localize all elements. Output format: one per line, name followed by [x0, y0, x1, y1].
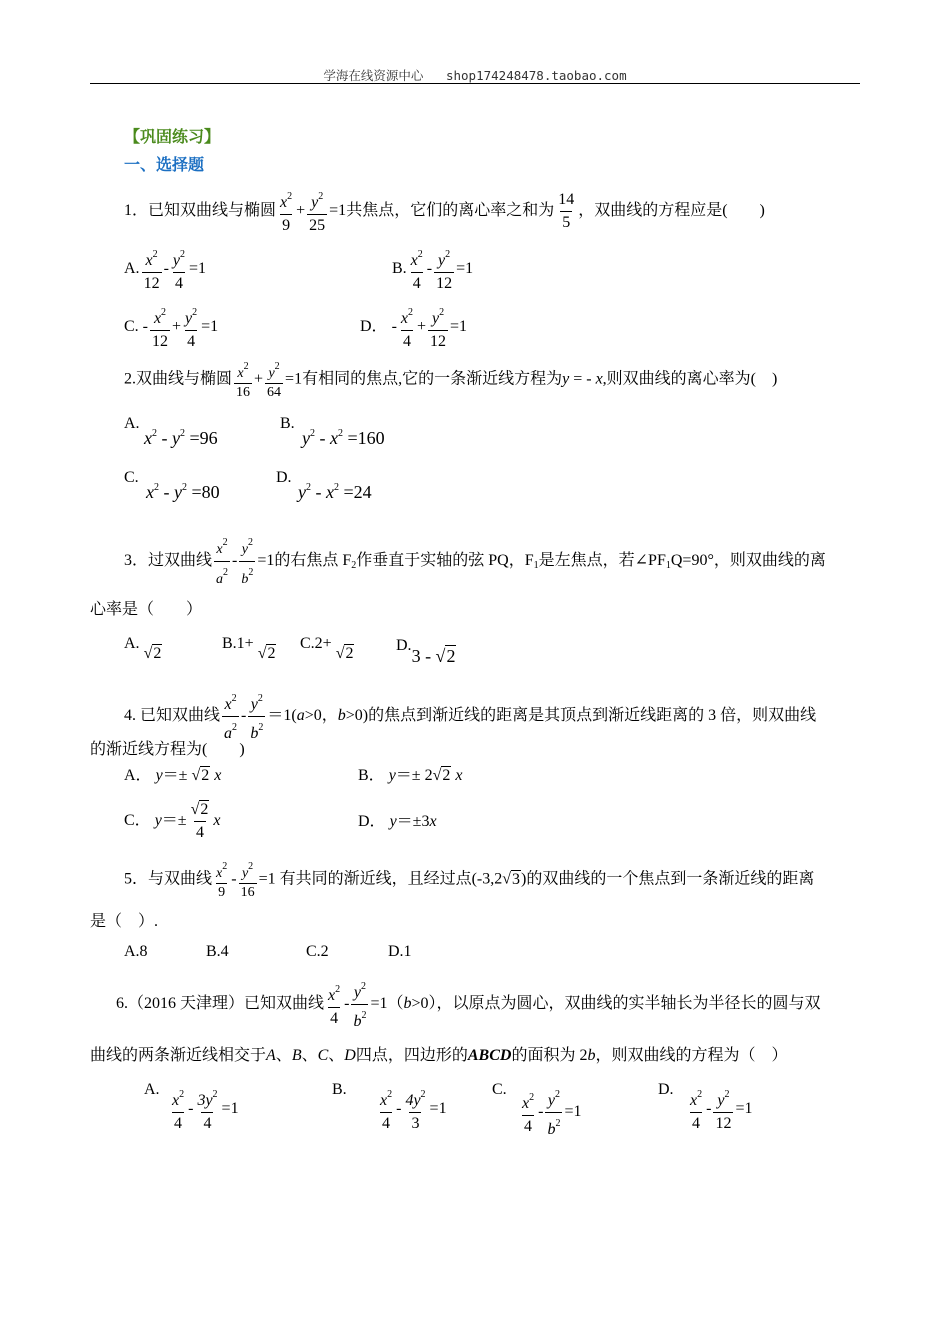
question-2: 2.双曲线与椭圆 $\frac{x^2}{16}$ + $\frac{y^2}{64}$ =1有相同的焦点,它的一条渐近线方程为y = - x,则双曲线的离心率为( ) — [124, 361, 778, 400]
q1-option-c[interactable]: C. - $\frac{x^2}{12}$ + $\frac{y^2}{4}$ =1 — [124, 302, 218, 353]
section-title: 【巩固练习】 — [124, 129, 221, 146]
q3-line2: 心率是（ ） — [90, 601, 203, 618]
header-rule — [90, 83, 860, 84]
q6-option-d-eq: $\frac{x^2}{4}$ - $\frac{y^2}{12}$ =1 — [686, 1084, 752, 1135]
q1-text-mid: 共焦点，它们的离心率之和为 — [346, 202, 555, 220]
q1-option-d[interactable]: D． - $\frac{x^2}{4}$ + $\frac{y^2}{12}$ =1 — [360, 302, 467, 353]
q6-option-c-eq: $\frac{x^2}{4}$ - $\frac{y^2}{b^2}$ =1 — [518, 1084, 581, 1141]
header-site-url: shop174248478.taobao.com — [445, 68, 627, 83]
q6-line2: 曲线的两条渐近线相交于A、B、C、D四点，四边形的ABCD的面积为 2b，则双曲线的方程为（ ） — [90, 1047, 788, 1064]
q4-option-a[interactable]: A． y＝± √2 x — [124, 767, 222, 784]
q1-option-b[interactable]: B. $\frac{x^2}{4}$ - $\frac{y^2}{12}$ =1 — [392, 244, 473, 295]
q2-option-c-eq: $x^2 - y^2 =80$ — [146, 482, 220, 502]
q4-option-d[interactable]: D． y＝±3x — [358, 813, 437, 830]
q3-option-b[interactable]: B.1+ √2 — [222, 635, 276, 662]
q3-option-d[interactable]: D.3 - √2 — [396, 637, 456, 666]
q1-frac-y: $\frac{y^2}{25}$ — [307, 186, 327, 237]
q5-option-b[interactable]: B.4 — [206, 943, 229, 960]
question-6: 6.（2016 天津理）已知双曲线 $\frac{x^2}{4}$ - $\frac{y^2}{b^2}$ =1（b>0），以原点为圆心，双曲线的实半轴长为半径长的圆与双 — [116, 976, 821, 1033]
header-site-name: 学海在线资源中心 — [323, 68, 424, 83]
question-1: 1．已知双曲线与椭圆 $\frac{x^2}{9}$ + $\frac{y^2}{25}$ =1共焦点，它们的离心率之和为 $\frac{14}{5}$ ，双曲线的方程应是( ) — [124, 186, 765, 237]
q2-option-c[interactable]: C. — [124, 469, 139, 486]
question-5: 5．与双曲线 $\frac{x^2}{9}$ - $\frac{y^2}{16}$ =1 有共同的渐近线，且经过点(-3,2√3)的双曲线的一个焦点到一条渐近线的距离 — [124, 861, 815, 900]
page-header — [90, 66, 860, 84]
q3-option-c[interactable]: C.2+ √2 — [300, 635, 354, 662]
q2-option-b-eq: $y^2 - x^2 =160$ — [302, 428, 385, 448]
q6-option-b[interactable]: B. — [332, 1081, 347, 1098]
question-4: 4. 已知双曲线 $\frac{x^2}{a^2}$ - $\frac{y^2}{b^2}$ ＝1(a>0，b>0)的焦点到渐近线的距离是其顶点到渐近线距离的 3 倍，则双曲线 — [124, 688, 816, 745]
q6-option-d[interactable]: D. — [658, 1081, 674, 1098]
q2-option-b[interactable]: B. — [280, 415, 295, 432]
section-subtitle: 一、选择题 — [124, 157, 205, 174]
q6-option-b-eq: $\frac{x^2}{4}$ - $\frac{4y^2}{3}$ =1 — [376, 1084, 447, 1135]
question-3: 3．过双曲线 $\frac{x^2}{a^2}$ - $\frac{y^2}{b^2}$ =1的右焦点 $F_2$作垂直于实轴的弦 PQ，$F_1$是左焦点，若$\angle PF_1Q=90^\circ$，则双曲线的离 — [124, 532, 826, 591]
q4-option-c[interactable]: C． y＝± $\frac{√2}{4}$ x — [124, 796, 220, 846]
q1-text-end: ，双曲线的方程应是( ) — [578, 202, 765, 220]
q2-option-d-eq: $y^2 - x^2 =24$ — [298, 482, 372, 502]
q6-option-a[interactable]: A. — [144, 1081, 160, 1098]
q4-line2: 的渐近线方程为( ) — [90, 741, 245, 758]
q1-option-a[interactable]: A. $\frac{x^2}{12}$ - $\frac{y^2}{4}$ =1 — [124, 244, 206, 295]
q1-sum: $\frac{14}{5}$ — [556, 189, 576, 234]
q5-line2: 是（ ）. — [90, 913, 159, 930]
q6-option-c[interactable]: C. — [492, 1081, 507, 1098]
q6-option-a-eq: $\frac{x^2}{4}$ - $\frac{3y^2}{4}$ =1 — [168, 1084, 239, 1135]
q2-option-d[interactable]: D. — [276, 469, 292, 486]
q2-option-a-eq: $x^2 - y^2 =96$ — [144, 428, 218, 448]
q5-option-a[interactable]: A.8 — [124, 943, 148, 960]
q1-text: 1．已知双曲线与椭圆 — [124, 202, 277, 220]
q2-option-a[interactable]: A. — [124, 415, 140, 432]
q1-frac-x: $\frac{x^2}{9}$ — [278, 186, 294, 237]
q3-option-a[interactable]: A. √2 — [124, 635, 162, 662]
q4-option-b[interactable]: B． y＝± 2√2 x — [358, 767, 463, 784]
q5-option-c[interactable]: C.2 — [306, 943, 329, 960]
q5-option-d[interactable]: D.1 — [388, 943, 412, 960]
